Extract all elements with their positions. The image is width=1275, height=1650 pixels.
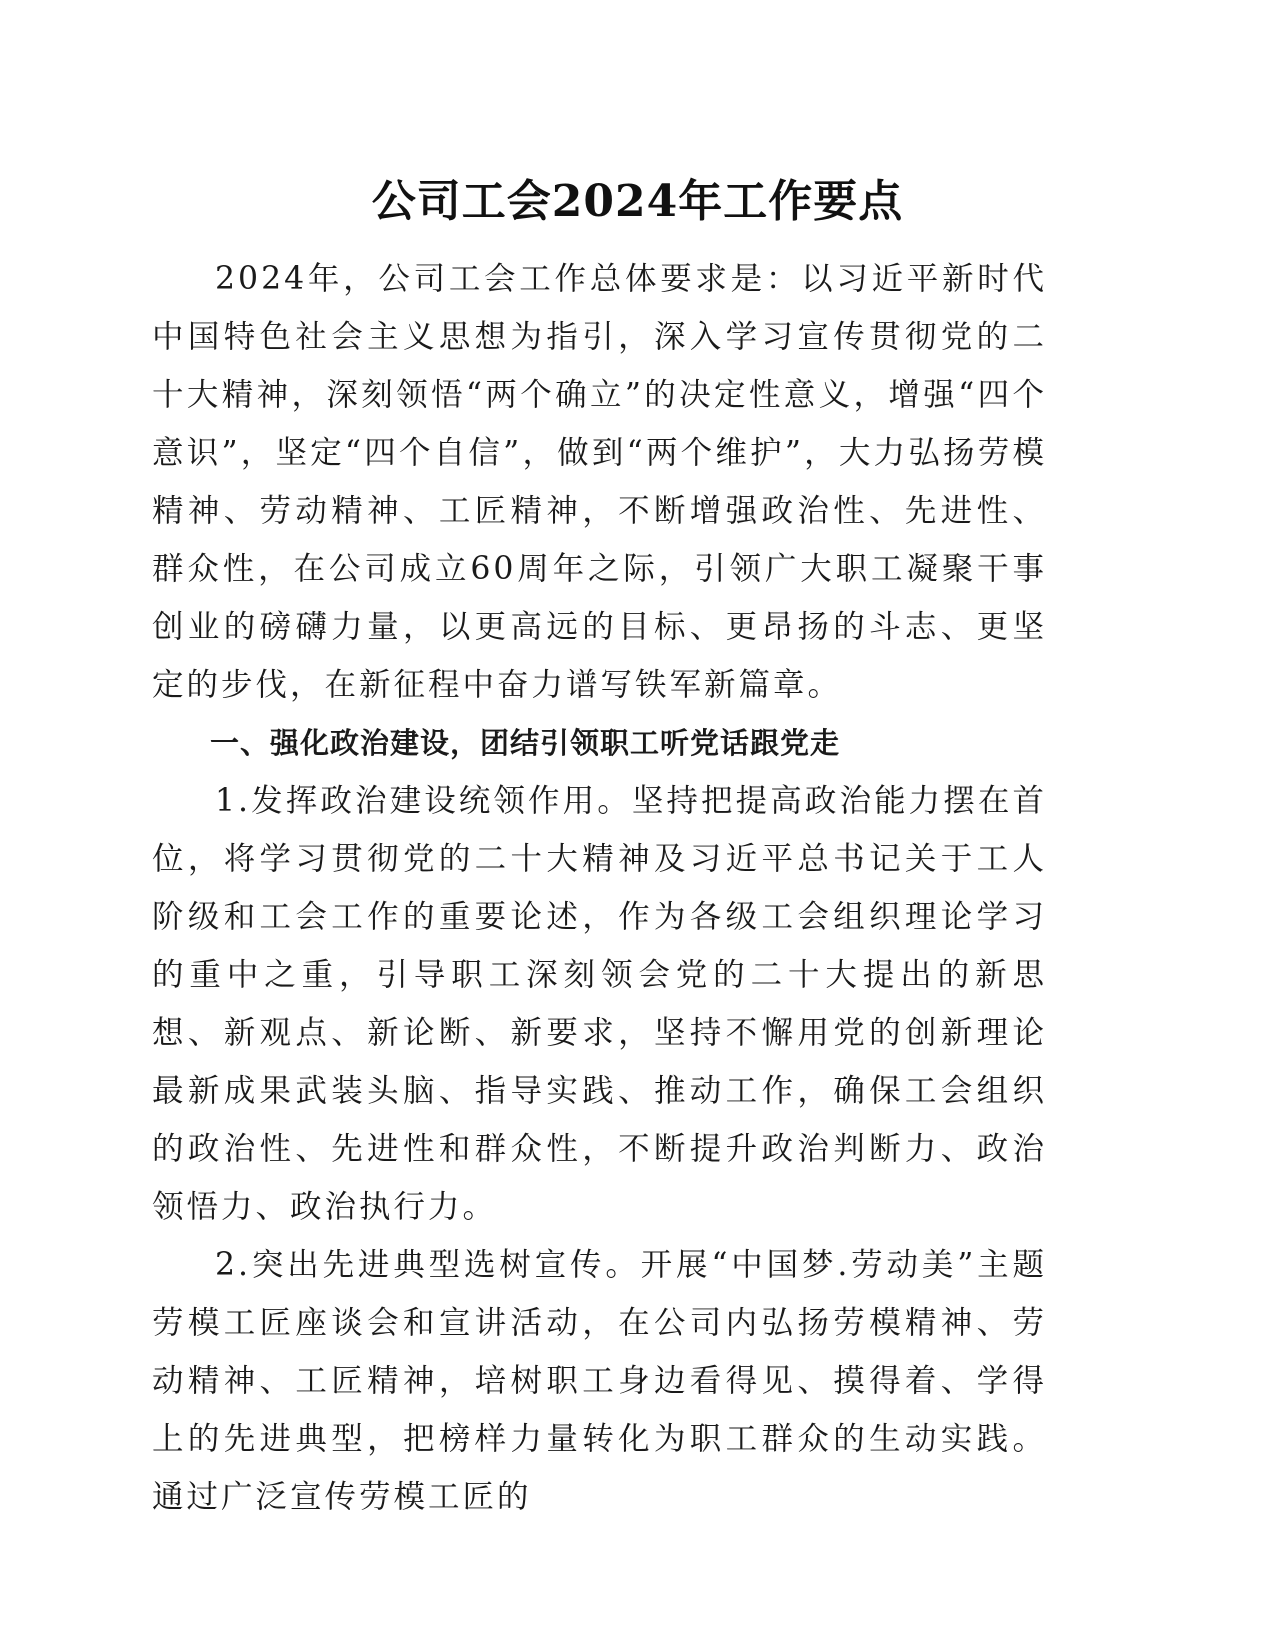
section-heading: 一、强化政治建设，团结引领职工听党话跟党走 — [210, 726, 841, 760]
item-paragraph: 2.突出先进典型选树宣传。开展“中国梦.劳动美”主题劳模工匠座谈会和宣讲活动，在公司内弘扬劳模精神、劳动精神、工匠精神，培树职工身边看得见、摸得着、学得上的先进典型，把榜样力量转化为职工群众的生动实践。通过广泛宣传劳模工匠的 — [152, 1247, 1047, 1515]
intro-paragraph: 2024年，公司工会工作总体要求是：以习近平新时代中国特色社会主义思想为指引，深入学习宣传贯彻党的二十大精神，深刻领悟“两个确立”的决定性意义，增强“四个意识”，坚定“四个自信”，做到“两个维护”，大力弘扬劳模精神、劳动精神、工匠精神，不断增强政治性、先进性、群众性，在公司成立60周年之际，引领广大职工凝聚干事创业的磅礴力量，以更高远的目标、更昂扬的斗志、更坚定的步伐，在新征程中奋力谱写铁军新篇章。 — [152, 261, 1047, 703]
item-paragraph: 1.发挥政治建设统领作用。坚持把提高政治能力摆在首位，将学习贯彻党的二十大精神及习近平总书记关于工人阶级和工会工作的重要论述，作为各级工会组织理论学习的重中之重，引导职工深刻领会党的二十大提出的新思想、新观点、新论断、新要求，坚持不懈用党的创新理论最新成果武装头脑、指导实践、推动工作，确保工会组织的政治性、先进性和群众性，不断提升政治判断力、政治领悟力、政治执行力。 — [152, 783, 1047, 1225]
document-body — [152, 250, 1047, 1526]
document-title: 公司工会2024年工作要点 — [371, 176, 904, 227]
